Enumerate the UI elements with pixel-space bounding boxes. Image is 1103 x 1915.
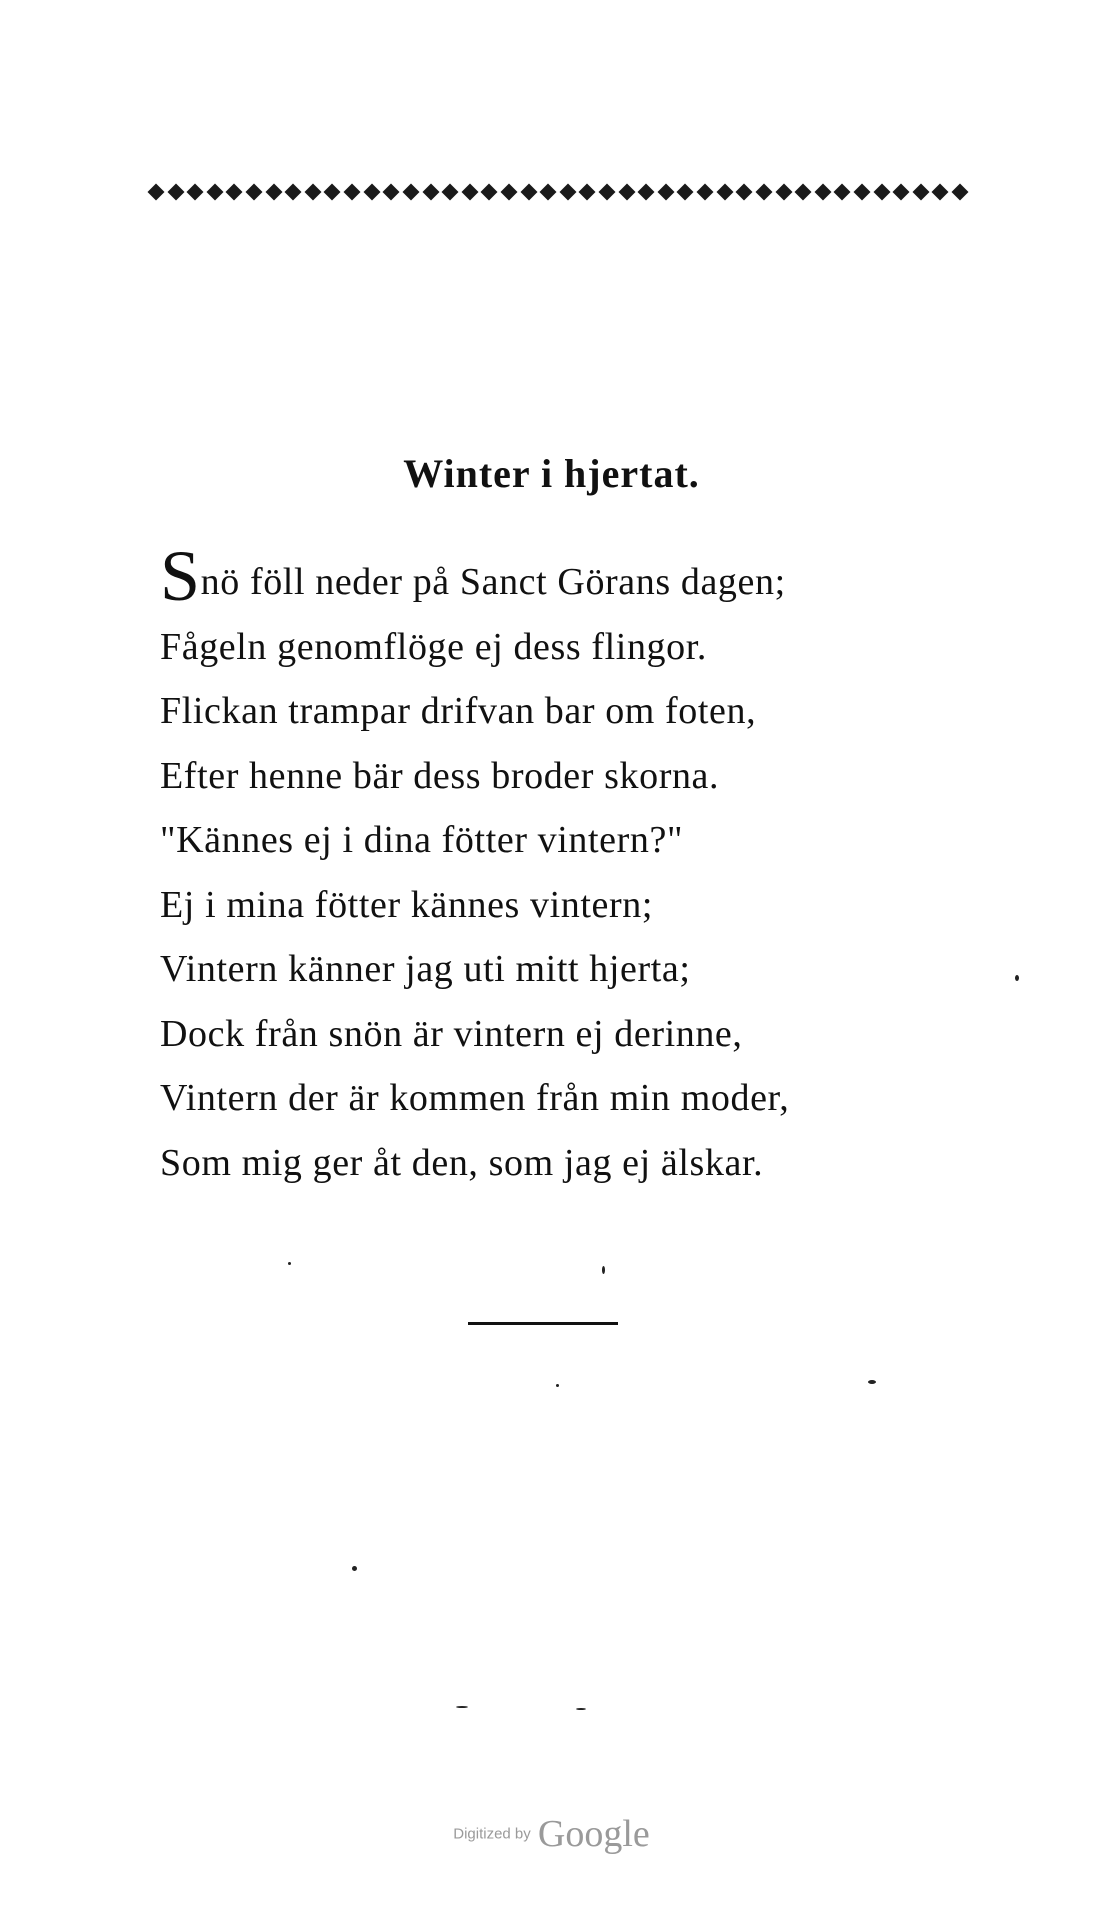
diamond-ornament bbox=[795, 184, 812, 201]
diamond-ornament bbox=[285, 184, 302, 201]
diamond-ornament bbox=[383, 184, 400, 201]
poem-line: Vintern der är kommen från min moder, bbox=[160, 1077, 790, 1119]
poem-line: Dock från snön är vintern ej derinne, bbox=[160, 1012, 743, 1055]
diamond-ornament bbox=[716, 184, 733, 201]
scan-speck bbox=[602, 1266, 605, 1274]
diamond-ornament bbox=[775, 184, 792, 201]
diamond-ornament bbox=[951, 184, 968, 201]
digitization-credit bbox=[0, 1812, 1103, 1856]
credit-brand: Google bbox=[537, 1813, 650, 1855]
diamond-ornament bbox=[265, 184, 282, 201]
drop-cap: S bbox=[160, 536, 201, 616]
diamond-ornament bbox=[206, 184, 223, 201]
poem-body bbox=[160, 536, 1000, 1195]
diamond-ornament bbox=[344, 184, 361, 201]
poem-line: Fågeln genomflöge ej dess flingor. bbox=[160, 625, 708, 668]
diamond-ornament bbox=[226, 184, 243, 201]
diamond-ornament bbox=[638, 184, 655, 201]
diamond-ornament bbox=[422, 184, 439, 201]
diamond-ornament bbox=[873, 184, 890, 201]
diamond-ornament bbox=[167, 184, 184, 201]
diamond-ornament bbox=[304, 184, 321, 201]
diamond-ornament bbox=[461, 184, 478, 201]
poem-line bbox=[160, 536, 1000, 616]
diamond-ornament bbox=[500, 184, 517, 201]
poem-line: "Kännes ej i dina fötter vintern?" bbox=[160, 819, 684, 861]
poem-line: Som mig ger åt den, som jag ej älskar. bbox=[160, 1141, 764, 1184]
diamond-ornament bbox=[559, 184, 576, 201]
diamond-ornament bbox=[912, 184, 929, 201]
poem-line-text: nö föll neder på Sanct Görans dagen; bbox=[200, 561, 786, 603]
poem-line: Ej i mina fötter kännes vintern; bbox=[160, 883, 654, 926]
poem-title: Winter i hjertat. bbox=[403, 451, 700, 496]
end-rule bbox=[468, 1322, 618, 1325]
diamond-ornament bbox=[187, 184, 204, 201]
scan-speck bbox=[352, 1566, 357, 1571]
diamond-ornament bbox=[599, 184, 616, 201]
diamond-ornament bbox=[755, 184, 772, 201]
diamond-ornament bbox=[657, 184, 674, 201]
diamond-ornament bbox=[324, 184, 341, 201]
diamond-ornament bbox=[932, 184, 949, 201]
diamond-ornament bbox=[246, 184, 263, 201]
diamond-ornament bbox=[834, 184, 851, 201]
scan-speck bbox=[1015, 975, 1019, 981]
diamond-ornament bbox=[363, 184, 380, 201]
diamond-ornament bbox=[697, 184, 714, 201]
poem-line: Flickan trampar drifvan bar om foten, bbox=[160, 690, 757, 732]
diamond-ornament bbox=[736, 184, 753, 201]
scan-speck bbox=[868, 1380, 876, 1384]
diamond-ornament bbox=[481, 184, 498, 201]
diamond-ornament bbox=[853, 184, 870, 201]
diamond-ornament bbox=[540, 184, 557, 201]
poem-line: Vintern känner jag uti mitt hjerta; bbox=[160, 948, 691, 990]
ornamental-border bbox=[148, 180, 968, 204]
diamond-ornament bbox=[814, 184, 831, 201]
diamond-ornament bbox=[402, 184, 419, 201]
scan-speck bbox=[288, 1262, 291, 1265]
diamond-ornament bbox=[579, 184, 596, 201]
scan-speck bbox=[576, 1708, 586, 1710]
scan-speck bbox=[556, 1384, 559, 1387]
scan-speck bbox=[456, 1706, 468, 1708]
poem-line: Efter henne bär dess broder skorna. bbox=[160, 754, 720, 797]
diamond-ornament bbox=[442, 184, 459, 201]
diamond-ornament bbox=[893, 184, 910, 201]
diamond-ornament bbox=[677, 184, 694, 201]
diamond-ornament bbox=[520, 184, 537, 201]
diamond-ornament bbox=[618, 184, 635, 201]
diamond-ornament bbox=[148, 184, 165, 201]
credit-prefix: Digitized by bbox=[453, 1825, 531, 1843]
